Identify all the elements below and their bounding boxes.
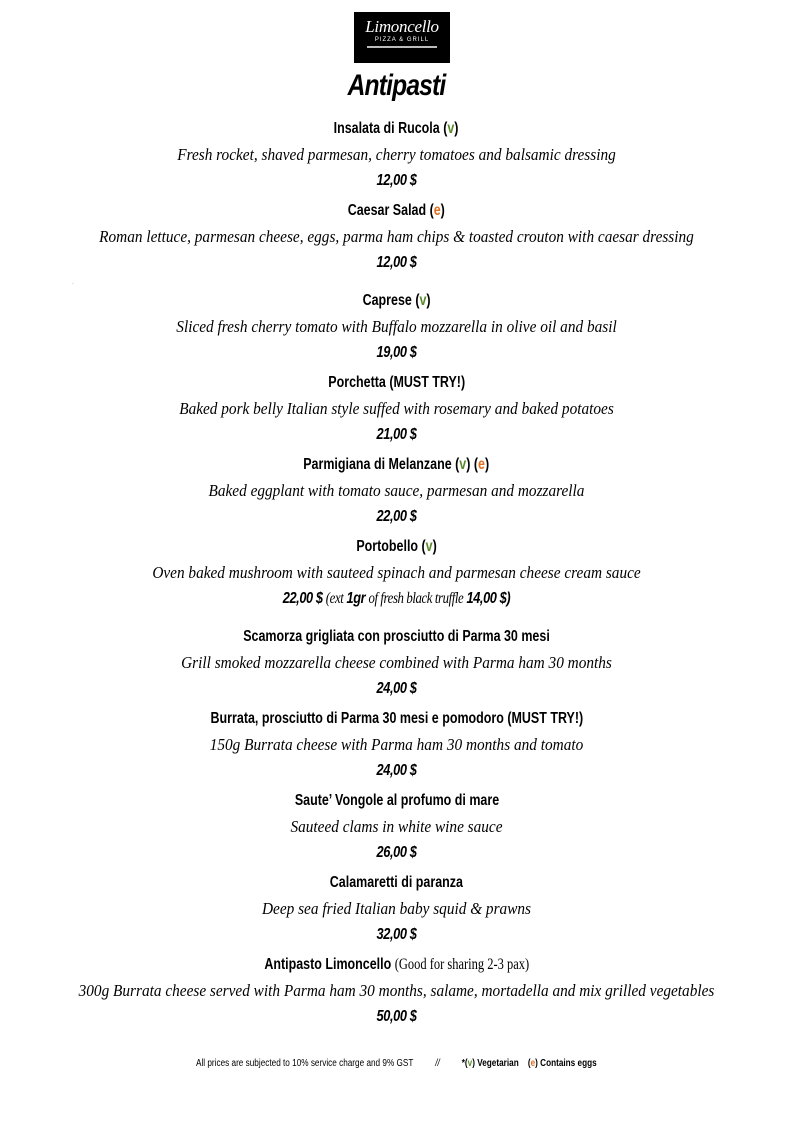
menu-item (0, 788, 793, 866)
item-name: Portobello (v) (356, 538, 437, 555)
item-description: 150g Burrata cheese with Parma ham 30 months and tomato (209, 735, 584, 754)
item-price: 19,00 $ (376, 344, 417, 361)
service-charge-note: All prices are subjected to 10% service charge and 9% GST (196, 1058, 414, 1069)
menu-list (0, 116, 793, 1030)
item-price: 12,00 $ (376, 172, 417, 189)
page-title: Antipasti (347, 69, 446, 102)
item-description: 300g Burrata cheese served with Parma ham 30 months, salame, mortadella and mix grilled vegetables (78, 981, 715, 1000)
egg-mark: e (433, 202, 441, 219)
item-price: 26,00 $ (376, 844, 417, 861)
item-price: 22,00 $ (ext 1gr of fresh black truffle 14,00 $) (282, 590, 511, 607)
menu-item (0, 870, 793, 948)
restaurant-logo (354, 12, 450, 63)
item-name: Burrata, prosciutto di Parma 30 mesi e pomodoro (MUST TRY!) (210, 710, 583, 727)
menu-item (0, 288, 793, 366)
egg-mark: e (478, 456, 486, 473)
item-price: 22,00 $ (376, 508, 417, 525)
menu-item (0, 624, 793, 702)
vegetarian-mark: v (459, 456, 467, 473)
item-description: Baked pork belly Italian style suffed with rosemary and baked potatoes (179, 399, 614, 418)
logo-subtitle: PIZZA & GRILL (374, 37, 430, 43)
truffle-extra-b: of fresh black truffle (368, 590, 464, 607)
item-name: Insalata di Rucola (v) (334, 120, 459, 137)
item-description: Sliced fresh cherry tomato with Buffalo mozzarella in olive oil and basil (176, 317, 617, 336)
item-price: 21,00 $ (376, 426, 417, 443)
item-name: Antipasto Limoncello (Good for sharing 2-3 pax) (264, 956, 529, 973)
menu-item (0, 116, 793, 194)
menu-item (0, 452, 793, 530)
menu-item (0, 198, 793, 276)
menu-item (0, 952, 793, 1030)
legend-eggs: (e) Contains eggs (528, 1058, 597, 1069)
menu-item (0, 534, 793, 612)
footer-separator: // (435, 1058, 440, 1069)
item-price: 32,00 $ (376, 926, 417, 943)
truffle-extra-a: (ext (325, 590, 344, 607)
menu-item (0, 706, 793, 784)
vegetarian-mark: v (447, 120, 455, 137)
item-price: 24,00 $ (376, 680, 417, 697)
item-description: Deep sea fried Italian baby squid & prawns (261, 899, 532, 918)
logo-brand: Limoncello (365, 17, 439, 36)
vegetarian-mark: v (425, 538, 433, 555)
vegetarian-mark: v (419, 292, 427, 309)
item-name: Caesar Salad (e) (347, 202, 446, 219)
item-name: Caprese (v) (362, 292, 431, 309)
item-price: 12,00 $ (376, 254, 417, 271)
stray-mark: · (72, 281, 74, 287)
item-name: Parmigiana di Melanzane (v) (e) (303, 456, 490, 473)
item-description: Oven baked mushroom with sauteed spinach and parmesan cheese cream sauce (152, 563, 641, 582)
menu-item (0, 370, 793, 448)
item-price: 50,00 $ (376, 1008, 417, 1025)
footer-note (0, 1058, 793, 1069)
item-price: 24,00 $ (376, 762, 417, 779)
truffle-extra-qty: 1gr (346, 590, 366, 607)
truffle-extra-price: 14,00 $) (466, 590, 511, 607)
item-description: Roman lettuce, parmesan cheese, eggs, parma ham chips & toasted crouton with caesar dressing (99, 227, 694, 246)
item-description: Grill smoked mozzarella cheese combined with Parma ham 30 months (181, 653, 612, 672)
logo-underline (367, 46, 437, 48)
item-name: Porchetta (MUST TRY!) (328, 374, 465, 391)
item-description: Sauteed clams in white wine sauce (290, 817, 503, 836)
item-name-note: (Good for sharing 2-3 pax) (394, 956, 529, 973)
item-name: Calamaretti di paranza (329, 874, 464, 891)
item-name: Scamorza grigliata con prosciutto di Parma 30 mesi (243, 628, 550, 645)
item-name: Saute’ Vongole al profumo di mare (294, 792, 499, 809)
item-description: Baked eggplant with tomato sauce, parmesan and mozzarella (208, 481, 585, 500)
item-description: Fresh rocket, shaved parmesan, cherry tomatoes and balsamic dressing (177, 145, 616, 164)
legend-vegetarian: *(v) Vegetarian (461, 1058, 519, 1069)
